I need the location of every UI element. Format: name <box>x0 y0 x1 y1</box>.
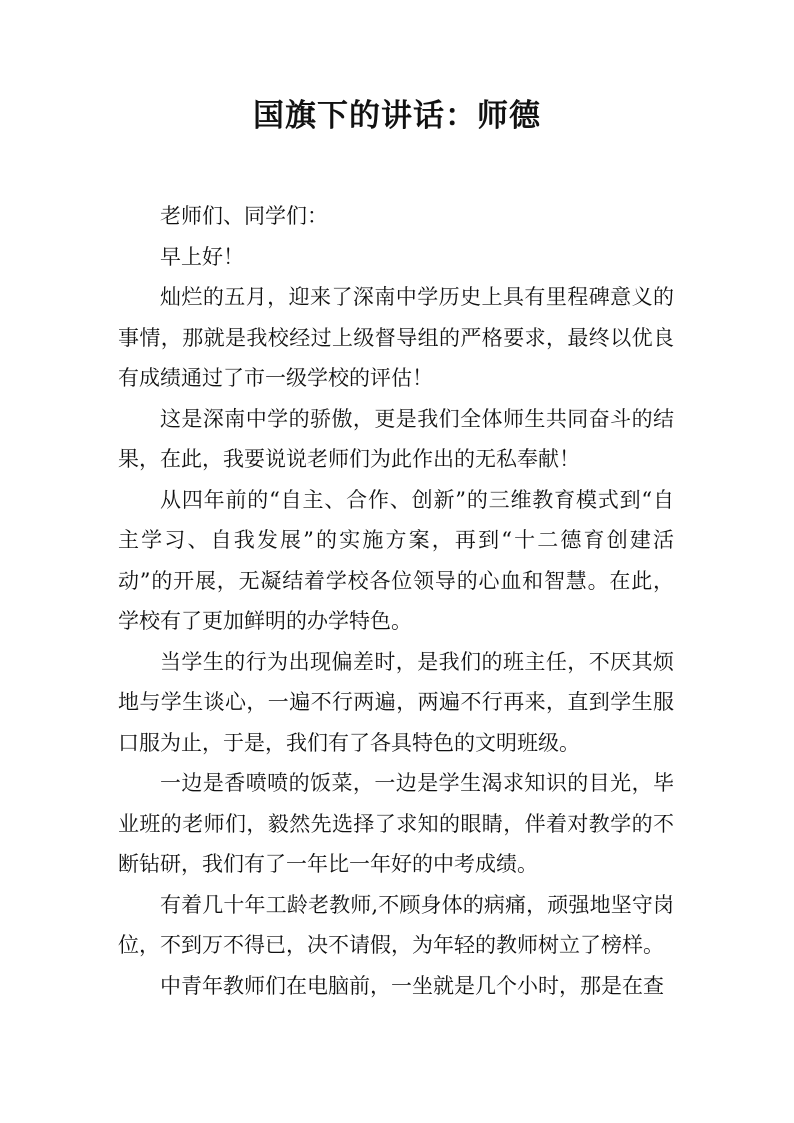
document-title: 国旗下的讲话：师德 <box>253 98 541 134</box>
paragraph: 一边是香喷喷的饭菜，一边是学生渴求知识的目光，毕业班的老师们，毅然先选择了求知的眼睛，伴着对教学的不断钻研，我们有了一年比一年好的中考成绩。 <box>118 771 674 876</box>
document-body <box>118 196 674 1006</box>
paragraph: 灿烂的五月，迎来了深南中学历史上具有里程碑意义的事情，那就是我校经过上级督导组的严格要求，最终以优良有成绩通过了市一级学校的评估！ <box>118 285 674 390</box>
paragraph: 有着几十年工龄老教师,不顾身体的病痛，顽强地坚守岗位，不到万不得已，决不请假，为年轻的教师树立了榜样。 <box>118 892 674 957</box>
paragraph: 这是深南中学的骄傲，更是我们全体师生共同奋斗的结果，在此，我要说说老师们为此作出的无私奉献！ <box>118 406 674 471</box>
paragraph: 中青年教师们在电脑前，一坐就是几个小时，那是在查 <box>160 973 664 998</box>
paragraph-greeting: 老师们、同学们： <box>160 204 328 228</box>
paragraph-morning: 早上好！ <box>160 244 244 269</box>
paragraph: 当学生的行为出现偏差时，是我们的班主任，不厌其烦地与学生谈心，一遍不行两遍，两遍不行再来，直到学生服口服为止，于是，我们有了各具特色的文明班级。 <box>118 649 674 755</box>
paragraph: 从四年前的“自主、合作、创新”的三维教育模式到“自主学习、自我发展”的实施方案，再到“十二德育创建活动”的开展，无凝结着学校各位领导的心血和智慧。在此，学校有了更加鲜明的办学特色。 <box>118 487 674 633</box>
